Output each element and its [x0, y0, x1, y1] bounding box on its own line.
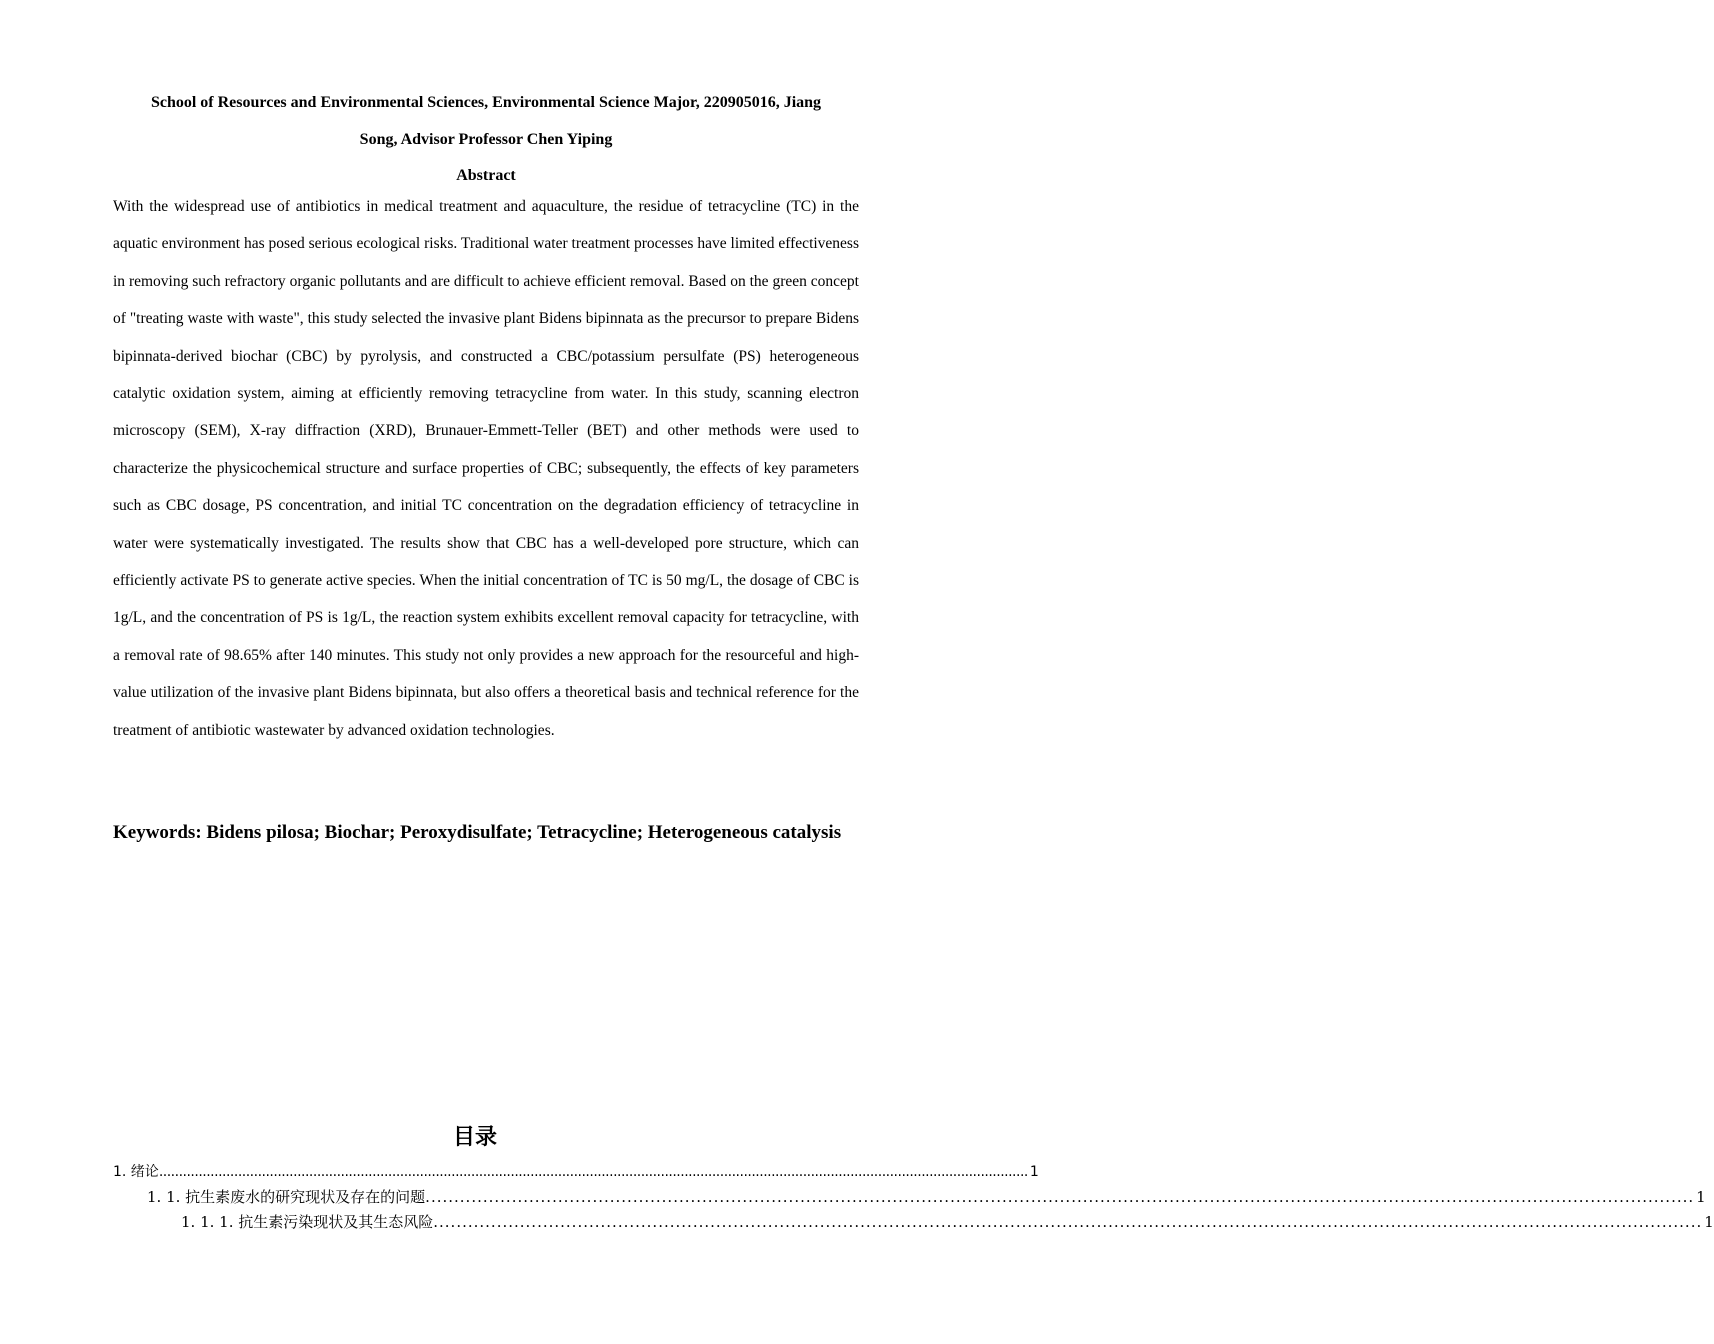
abstract-heading: Abstract: [456, 167, 516, 184]
keywords-line: Keywords: Bidens pilosa; Biochar; Peroxydisulfate; Tetracycline; Heterogeneous catalysis: [113, 822, 842, 843]
author-info-line-2: Song, Advisor Professor Chen Yiping: [359, 131, 613, 148]
toc-entry-page: 1: [1029, 1164, 1039, 1180]
toc-entry-3[interactable]: [181, 1211, 1714, 1232]
toc-title: 目录: [452, 1125, 497, 1150]
toc-entry-2[interactable]: [147, 1186, 1706, 1207]
abstract-body: With the widespread use of antibiotics in medical treatment and aquaculture, the residue of tetracycline (TC) in the aquatic environment has posed serious ecological risks. Traditional water treatment processes have limited effectiveness in removing such refractory organic pollutants and are difficult to achieve efficient removal. Based on the green concept of "treating waste with waste", this study selected the invasive plant Bidens bipinnata as the precursor to prepare Bidens bipinnata-derived biochar (CBC) by pyrolysis, and constructed a CBC/potassium persulfate (PS) heterogeneous catalytic oxidation system, aiming at efficiently removing tetracycline from water. In this study, scanning electron microscopy (SEM), X-ray diffraction (XRD), Brunauer-Emmett-Teller (BET) and other methods were used to characterize the physicochemical structure and surface properties of CBC; subsequently, the effects of key parameters such as CBC dosage, PS concentration, and initial TC concentration on the degradation efficiency of tetracycline in water were systematically investigated. The results show that CBC has a well-developed pore structure, which can efficiently activate PS to generate active species. When the initial concentration of TC is 50 mg/L, the dosage of CBC is 1g/L, and the concentration of PS is 1g/L, the reaction system exhibits excellent removal capacity for tetracycline, with a removal rate of 98.65% after 140 minutes. This study not only provides a new approach for the resourceful and high-value utilization of the invasive plant Bidens bipinnata, but also offers a theoretical basis and technical reference for the treatment of antibiotic wastewater by advanced oxidation technologies.: [113, 198, 859, 739]
toc-entry-label: 1. 1. 抗生素废水的研究现状及存在的问题: [147, 1188, 426, 1206]
author-info-line-1: School of Resources and Environmental Sciences, Environmental Science Major, 220905016, Jiang: [150, 94, 822, 111]
toc-leader-dots: ............................................................................................................................................................................................................................: [425, 1188, 1695, 1206]
toc-entry-1[interactable]: [113, 1161, 1039, 1181]
toc-entry-page: 1: [1704, 1213, 1714, 1231]
toc-leader-dots: ............................................................................................................................................................................................................................: [158, 1164, 1028, 1180]
toc-entry-label: 1. 1. 1. 抗生素污染现状及其生态风险: [181, 1213, 434, 1231]
toc-leader-dots: ............................................................................................................................................................................................................................: [433, 1213, 1703, 1231]
toc-entry-page: 1: [1696, 1188, 1706, 1206]
toc-entry-label: 1. 绪论: [113, 1164, 159, 1180]
